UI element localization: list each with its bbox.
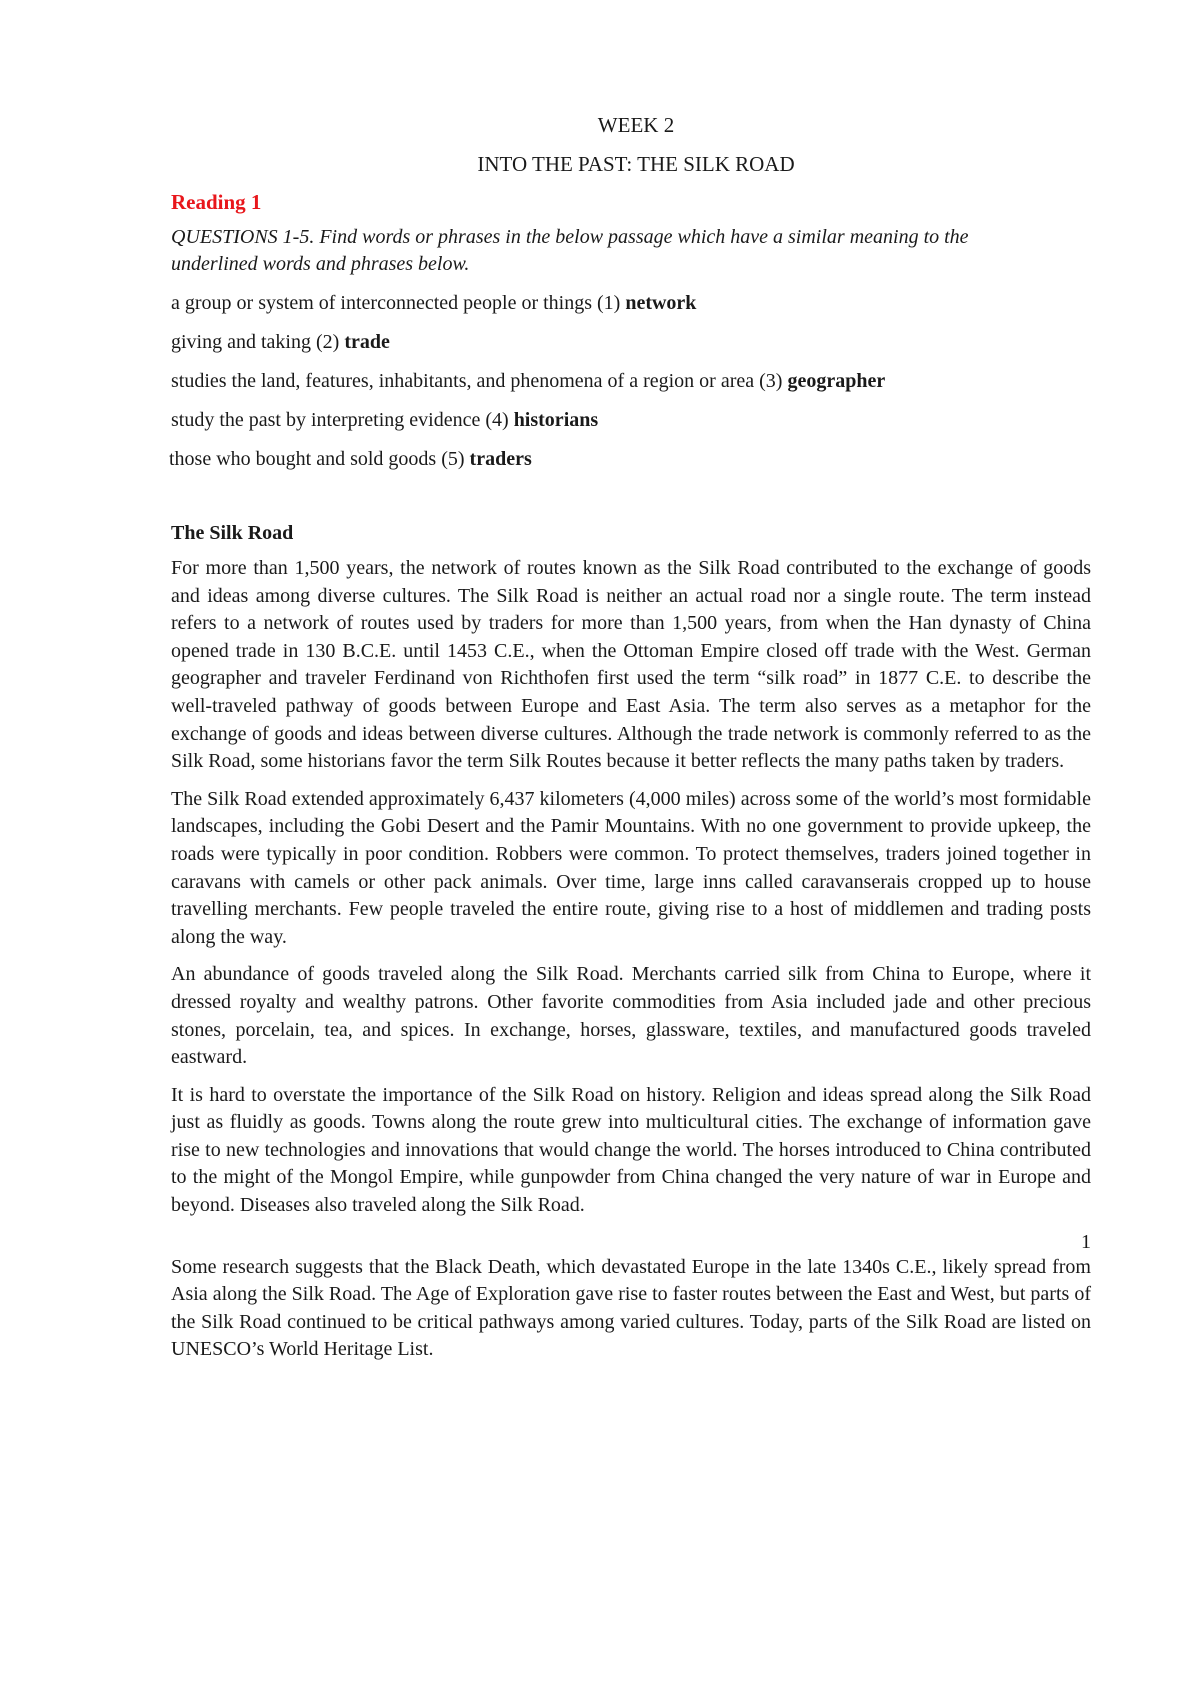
document-content: [171, 112, 1091, 1374]
vocabulary-answer: geographer: [787, 370, 886, 392]
vocabulary-prompt: study the past by interpreting evidence (4): [171, 409, 514, 431]
passage-paragraph-4: It is hard to overstate the importance of the Silk Road on history. Religion and ideas spread along the Silk Road just as fluidly as goods. Towns along the route grew into multicultural cities. The exchange of information gave rise to new technologies and innovations that would change the world. The horses introduced to China contributed to the might of the Mongol Empire, while gunpowder from China changed the very nature of war in Europe and beyond. Diseases also traveled along the Silk Road.: [171, 1083, 1091, 1217]
vocabulary-item-5: [169, 446, 1091, 472]
vocabulary-item-4: [171, 407, 1091, 433]
page-number: 1: [1081, 1230, 1091, 1253]
vocabulary-prompt: studies the land, features, inhabitants, and phenomena of a region or area (3): [171, 370, 788, 392]
vocabulary-prompt: those who bought and sold goods (5): [169, 448, 470, 470]
vocabulary-item-2: [171, 329, 1091, 355]
vocabulary-answer: historians: [513, 409, 599, 431]
vocabulary-prompt: a group or system of interconnected people or things (1): [171, 292, 626, 314]
page-title: INTO THE PAST: THE SILK ROAD: [477, 152, 795, 176]
vocabulary-answer: network: [625, 292, 697, 314]
questions-instructions: QUESTIONS 1-5. Find words or phrases in the below passage which have a similar meaning to the underlined words and phrases below.: [171, 226, 969, 275]
passage-paragraph-5: Some research suggests that the Black Death, which devastated Europe in the late 1340s C.E., likely spread from Asia along the Silk Road. The Age of Exploration gave rise to faster routes between the East and West, but parts of the Silk Road continued to be critical pathways among varied cultures. Today, parts of the Silk Road are listed on UNESCO’s World Heritage List.: [171, 1255, 1091, 1361]
vocabulary-answer: traders: [469, 448, 532, 470]
week-title: WEEK 2: [597, 113, 675, 137]
passage-paragraph-3: An abundance of goods traveled along the Silk Road. Merchants carried silk from China to Europe, where it dressed royalty and wealthy patrons. Other favorite commodities from Asia included jade and other precious stones, porcelain, tea, and spices. In exchange, horses, glassware, textiles, and manufactured goods traveled eastward.: [171, 963, 1091, 1069]
reading-heading: Reading 1: [171, 190, 262, 214]
vocabulary-answer: trade: [344, 331, 390, 353]
passage-paragraph-1: For more than 1,500 years, the network of routes known as the Silk Road contributed to the exchange of goods and ideas among diverse cultures. The Silk Road is neither an actual road nor a single route. The term instead refers to a network of routes used by traders for more than 1,500 years, from when the Han dynasty of China opened trade in 130 B.C.E. until 1453 C.E., when the Ottoman Empire closed off trade with the West. German geographer and traveler Ferdinand von Richthofen first used the term “silk road” in 1877 C.E. to describe the well-traveled pathway of goods between Europe and East Asia. The term also serves as a metaphor for the exchange of goods and ideas between diverse cultures. Although the trade network is commonly referred to as the Silk Road, some historians favor the term Silk Routes because it better reflects the many paths taken by traders.: [171, 557, 1091, 773]
vocabulary-prompt: giving and taking (2): [171, 331, 345, 353]
passage-heading: The Silk Road: [171, 522, 294, 544]
vocabulary-list: [171, 290, 1091, 472]
vocabulary-item-3: [171, 368, 1091, 394]
vocabulary-item-1: [171, 290, 1091, 316]
passage-paragraph-2: The Silk Road extended approximately 6,437 kilometers (4,000 miles) across some of the world’s most formidable landscapes, including the Gobi Desert and the Pamir Mountains. With no one government to provide upkeep, the roads were typically in poor condition. Robbers were common. To protect themselves, traders joined together in caravans with camels or other pack animals. Over time, large inns called caravanserais cropped up to house travelling merchants. Few people traveled the entire route, giving rise to a host of middlemen and trading posts along the way.: [171, 787, 1091, 948]
